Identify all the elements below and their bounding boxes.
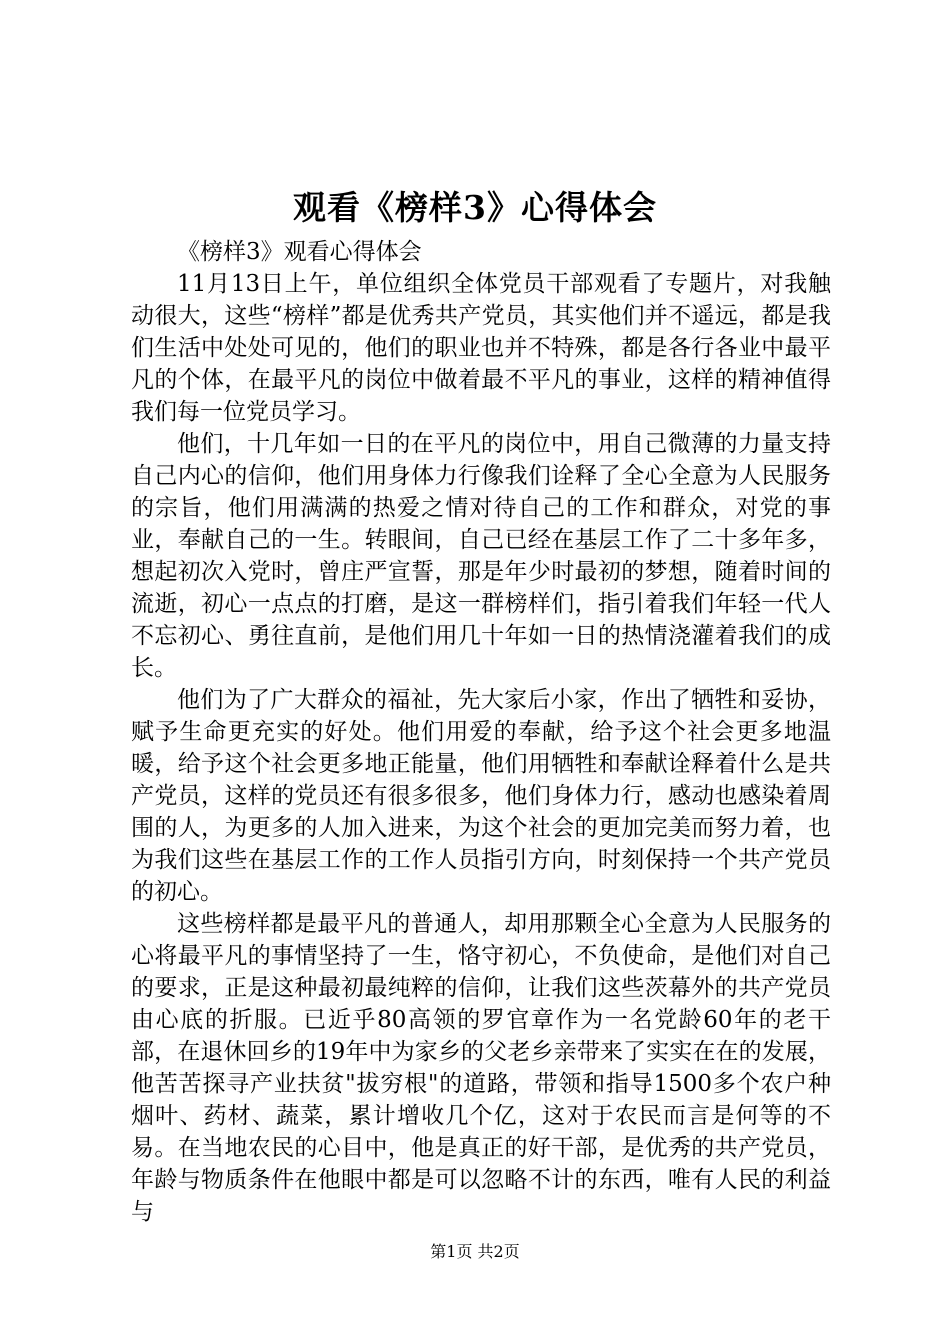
page-footer: 第1页 共2页 bbox=[430, 1242, 520, 1261]
paragraph-1: 11月13日上午，单位组织全体党员干部观看了专题片，对我触动很大，这些“榜样”都是优秀共产党员，其实他们并不遥远，都是我们生活中处处可见的，他们的职业也并不特殊，都是各行各业中最平凡的个体，在最平凡的岗位中做着最不平凡的事业，这样的精神值得我们每一位党员学习。 bbox=[131, 271, 831, 425]
document-title: 观看《榜样3》心得体会 bbox=[293, 188, 657, 227]
paragraph-3: 他们为了广大群众的福祉，先大家后小家，作出了牺牲和妥协，赋予生命更充实的好处。他们用爱的奉献，给予这个社会更多地温暖，给予这个社会更多地正能量，他们用牺牲和奉献诠释着什么是共产党员，这样的党员还有很多很多，他们身体力行，感动也感染着周围的人，为更多的人加入进来，为这个社会的更加完美而努力着，也为我们这些在基层工作的工作人员指引方向，时刻保持一个共产党员的初心。 bbox=[131, 687, 831, 905]
paragraph-4: 这些榜样都是最平凡的普通人，却用那颗全心全意为人民服务的心将最平凡的事情坚持了一生，恪守初心，不负使命，是他们对自己的要求，正是这种最初最纯粹的信仰，让我们这些茨幕外的共产党员由心底的折服。已近乎80高领的罗官章作为一名党龄60年的老干部，在退休回乡的19年中为家乡的父老乡亲带来了实实在在的发展，他苦苦探寻产业扶贫"拔穷根"的道路，带领和指导1500多个农户种烟叶、药材、蔬菜，累计增收几个亿，这对于农民而言是何等的不易。在当地农民的心目中，他是真正的好干部，是优秀的共产党员，年龄与物质条件在他眼中都是可以忽略不计的东西，唯有人民的利益与 bbox=[131, 911, 831, 1225]
document-subtitle: 《榜样3》观看心得体会 bbox=[177, 239, 422, 265]
document-body bbox=[131, 236, 831, 1228]
paragraph-2: 他们，十几年如一日的在平凡的岗位中，用自己微薄的力量支持自己内心的信仰，他们用身体力行像我们诠释了全心全意为人民服务的宗旨，他们用满满的热爱之情对待自己的工作和群众，对党的事业，奉献自己的一生。转眼间，自己已经在基层工作了二十多年多，想起初次入党时，曾庄严宣誓，那是年少时最初的梦想，随着时间的流逝，初心一点点的打磨，是这一群榜样们，指引着我们年轻一代人不忘初心、勇往直前，是他们用几十年如一日的热情浇灌着我们的成长。 bbox=[131, 431, 831, 681]
